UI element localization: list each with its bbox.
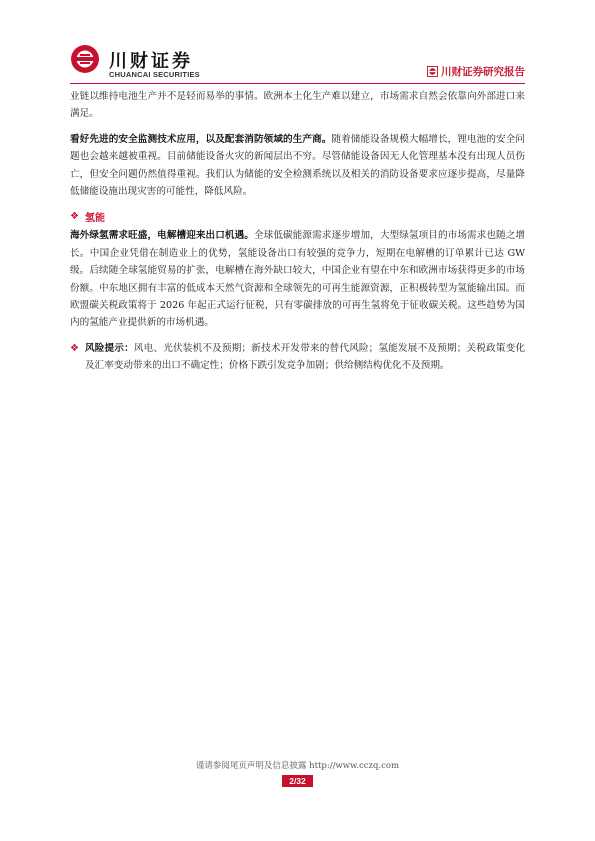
hydrogen-section-heading xyxy=(70,208,525,225)
hydrogen-text: 全球低碳能源需求逐步增加，大型绿氢项目的市场需求也随之增长。中国企业凭借在制造业上的优势，氢能设备出口有较强的竞争力，短期在电解槽的订单累计已达 GW 级。后续随全球氢能贸易的扩张，电解槽在海外缺口较大，中国企业有望在中东和欧洲市场获得更多的市场份额。中东地区拥有丰富的低成本天然气资源和全球领先的可再生能源资源，正积极转型为氢能输出国。而欧盟碳关税政策将于 2026 年起正式运行征税，只有零碳排放的可再生氢将免于征收碳关税。这些趋势为国内的氢能产业提供新的市场机遇。 xyxy=(70,230,526,329)
safety-text: 随着储能设备规模大幅增长，锂电池的安全问题也会越来越被重视。目前储能设备火灾的新闻层出不穷。尽管储能设备因无人化管理基本没有出现人员伤亡，但安全问题仍然值得重视。我们认为储能的安全检测系统以及相关的消防设备要求应逐步提高，尽量降低储能设施出现灾害的可能性，降低风险。 xyxy=(70,133,526,198)
page-number: 2/32 xyxy=(282,775,313,787)
safety-lead: 看好先进的安全监测技术应用，以及配套消防领域的生产商。 xyxy=(70,133,332,145)
hydrogen-paragraph xyxy=(70,227,525,331)
report-body xyxy=(70,88,525,375)
report-label-text: 川财证券研究报告 xyxy=(441,66,525,78)
intro-text: 业链以维持电池生产并不是轻而易举的事情。欧洲本土化生产难以建立，市场需求自然会依靠向外部进口来满足。 xyxy=(70,91,525,120)
report-label xyxy=(427,64,525,79)
diamond-bullet-icon: ❖ xyxy=(70,211,79,223)
header-divider xyxy=(70,83,525,84)
disclaimer-note: 谨请参阅尾页声明及信息披露 http://www.cczq.com xyxy=(195,761,400,771)
hydrogen-lead: 海外绿氢需求旺盛，电解槽迎来出口机遇。 xyxy=(70,230,254,242)
brand-name-cn: 川财证券 xyxy=(109,51,193,72)
section-title: 氢能 xyxy=(84,213,105,225)
report-logo-icon xyxy=(427,66,438,77)
risk-warning xyxy=(70,340,525,375)
chuancai-logo-icon xyxy=(70,44,100,74)
intro-paragraph xyxy=(70,88,525,123)
safety-paragraph xyxy=(70,131,525,201)
risk-text: 风电、光伏装机不及预期；新技术开发带来的替代风险；氢能发展不及预期；关税政策变化及汇率变动带来的出口不确定性；价格下跌引发竞争加剧；供给侧结构优化不及预期。 xyxy=(84,342,526,372)
brand-name-en: CHUANCAI SECURITIES xyxy=(109,70,200,79)
risk-paragraph xyxy=(85,340,525,375)
diamond-bullet-icon: ❖ xyxy=(70,342,79,354)
risk-lead: 风险提示： xyxy=(84,342,134,354)
